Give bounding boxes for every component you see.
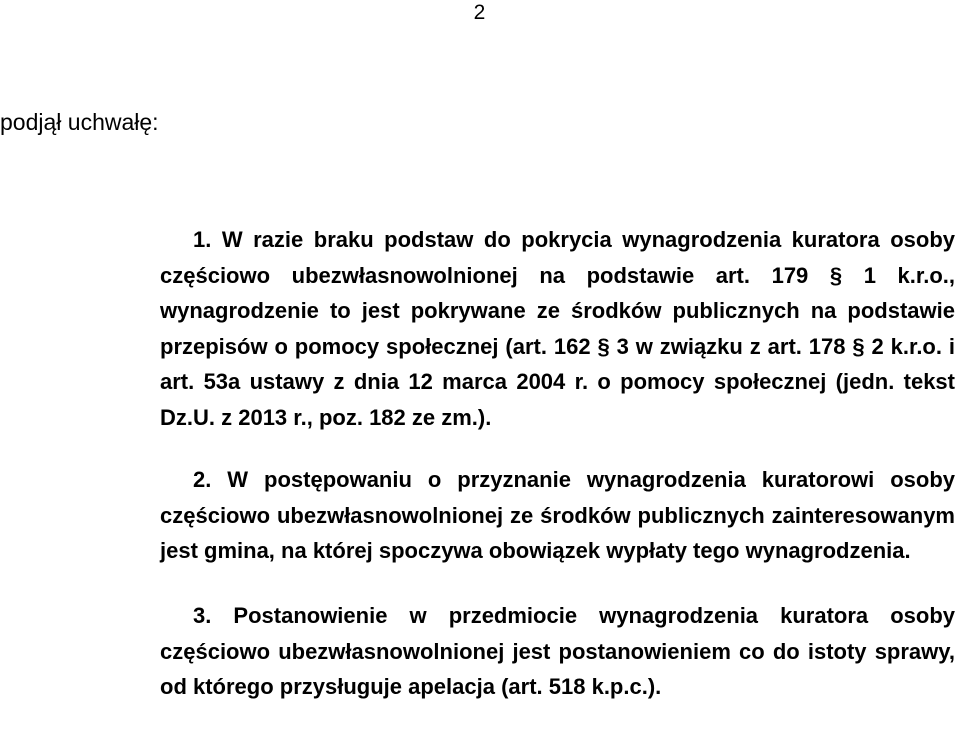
intro-text: podjął uchwałę: — [0, 109, 159, 135]
resolution-point-1: 1. W razie braku podstaw do pokrycia wynagrodzenia kuratora osoby częściowo ubezwłasnowolnionej na podstawie art. 179 § 1 k.r.o., wynagrodzenie to jest pokrywane ze środków publicznych na podstawie przepisów o pomocy społecznej (art. 162 § 3 w związku z art. 178 § 2 k.r.o. i art. 53a ustawy z dnia 12 marca 2004 r. o pomocy społecznej (jedn. tekst Dz.U. z 2013 r., poz. 182 ze zm.). — [160, 227, 955, 430]
resolution-point-2: 2. W postępowaniu o przyznanie wynagrodzenia kuratorowi osoby częściowo ubezwłasnowolnionej ze środków publicznych zainteresowanym jest gmina, na której spoczywa obowiązek wypłaty tego wynagrodzenia. — [160, 467, 955, 563]
page-number: 2 — [473, 1, 486, 24]
resolution-point-3: 3. Postanowienie w przedmiocie wynagrodzenia kuratora osoby częściowo ubezwłasnowolnionej jest postanowieniem co do istoty sprawy, od którego przysługuje apelacja (art. 518 k.p.c.). — [160, 603, 955, 699]
